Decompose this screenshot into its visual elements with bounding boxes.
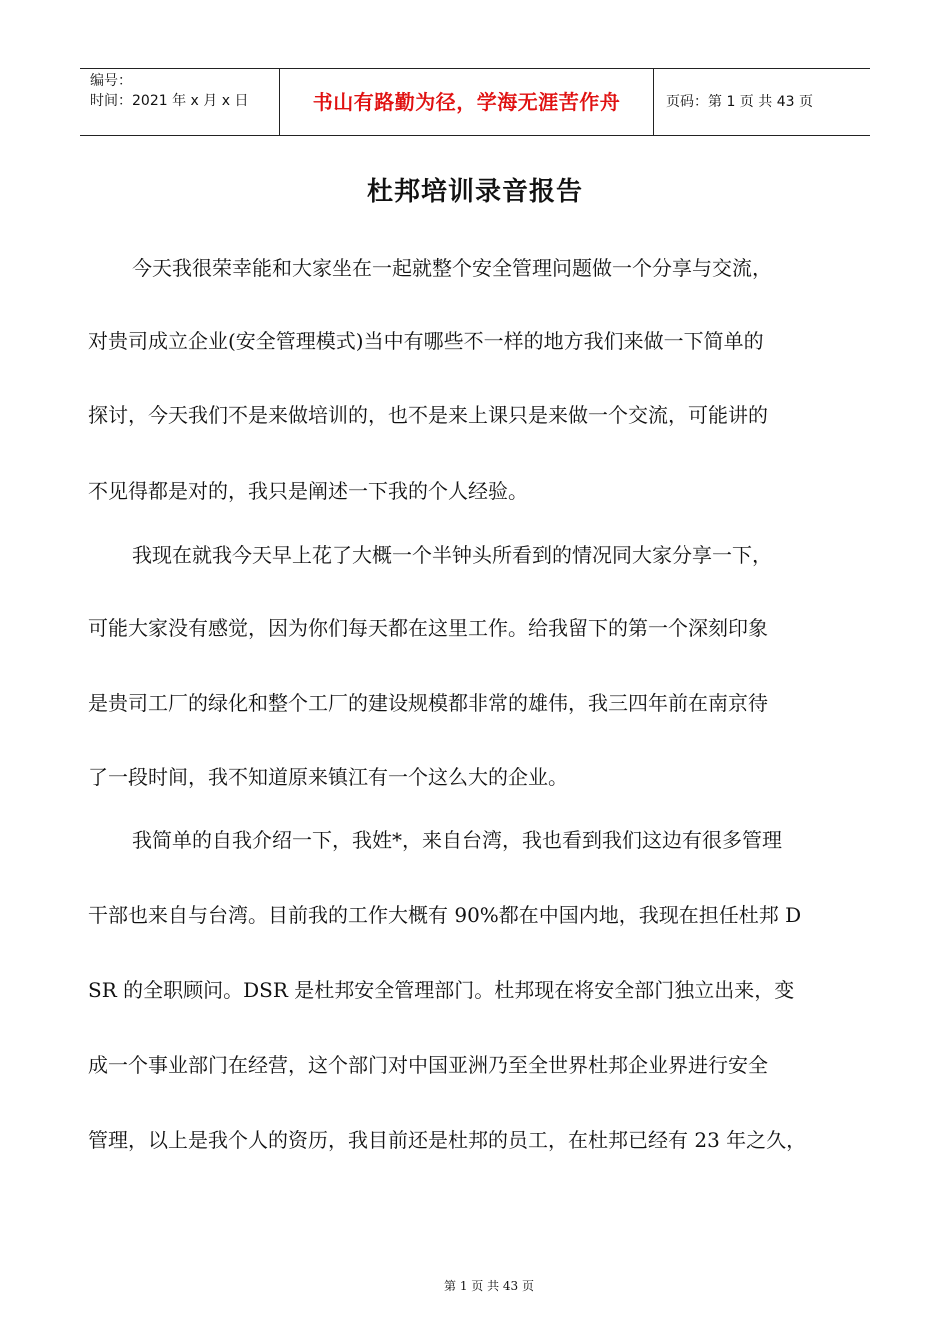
body-line: 不见得都是对的，我只是阐述一下我的个人经验。	[88, 479, 528, 503]
body-line: 探讨，今天我们不是来做培训的，也不是来上课只是来做一个交流，可能讲的	[88, 403, 768, 427]
body-line: 可能大家没有感觉，因为你们每天都在这里工作。给我留下的第一个深刻印象	[88, 616, 768, 640]
body-line: 对贵司成立企业(安全管理模式)当中有哪些不一样的地方我们来做一下简单的	[88, 329, 764, 353]
body-line: 了一段时间，我不知道原来镇江有一个这么大的企业。	[88, 765, 568, 789]
page-header	[80, 68, 870, 136]
body-line: SR 的全职顾问。DSR 是杜邦安全管理部门。杜邦现在将安全部门独立出来，变	[88, 978, 795, 1002]
body-line: 是贵司工厂的绿化和整个工厂的建设规模都非常的雄伟，我三四年前在南京待	[88, 691, 768, 715]
page-footer: 第 1 页 共 43 页	[444, 1279, 534, 1293]
header-motto: 书山有路勤为径，学海无涯苦作舟	[280, 69, 654, 135]
body-line: 今天我很荣幸能和大家坐在一起就整个安全管理问题做一个分享与交流，	[132, 256, 772, 280]
body-line: 我简单的自我介绍一下，我姓*，来自台湾，我也看到我们这边有很多管理	[132, 828, 782, 852]
body-line: 我现在就我今天早上花了大概一个半钟头所看到的情况同大家分享一下，	[132, 543, 772, 567]
body-line: 干部也来自与台湾。目前我的工作大概有 90%都在中国内地，我现在担任杜邦 D	[88, 903, 802, 927]
document-title: 杜邦培训录音报告	[366, 177, 583, 207]
body-line: 管理，以上是我个人的资历，我目前还是杜邦的员工，在杜邦已经有 23 年之久，	[88, 1128, 807, 1152]
header-time-label: 时间：2021 年 x 月 x 日	[90, 93, 249, 109]
header-number-label: 编号：	[90, 73, 132, 89]
header-meta	[80, 69, 280, 135]
body-line: 成一个事业部门在经营，这个部门对中国亚洲乃至全世界杜邦企业界进行安全	[88, 1053, 768, 1077]
header-page-info: 页码：第 1 页 共 43 页	[666, 94, 813, 110]
